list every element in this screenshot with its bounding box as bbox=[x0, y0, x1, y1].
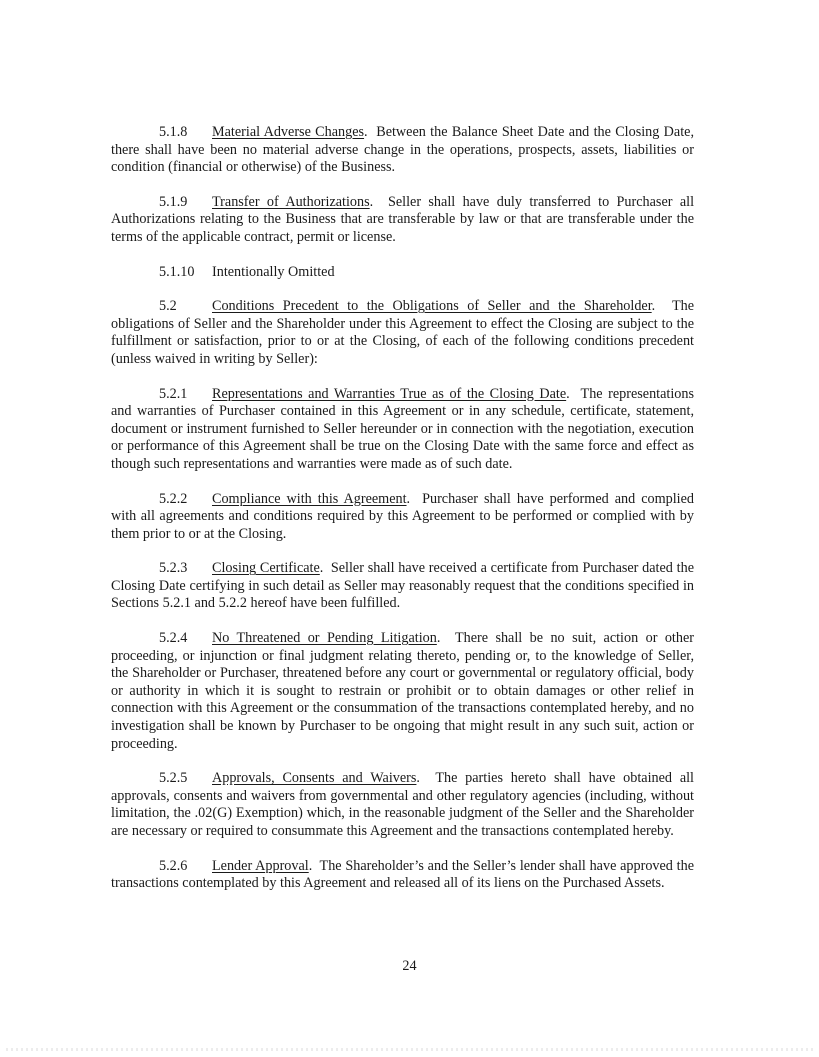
section-body: The parties hereto shall have obtained all approvals, consents and waivers from governmental and other regulatory agencies (including, without limitation, the .02(G) Exemption) which, in the reasonable judgment of the Seller and the Shareholder are necessary or required to consummate this Agreement and the transactions contemplated hereby. bbox=[111, 770, 695, 839]
section-heading: Representations and Warranties True as of the Closing Date bbox=[212, 385, 567, 402]
section-body: The Shareholder’s and the Seller’s lender shall have approved the transactions contemplated by this Agreement and released all of its liens on the Purchased Assets. bbox=[111, 857, 694, 892]
section-body: Seller shall have duly transferred to Purchaser all Authorizations relating to the Business that are transferable by law or that are transferable under the terms of the applicable contract, permit or license. bbox=[111, 193, 695, 245]
section-5-1-8 bbox=[111, 124, 694, 177]
heading-period: . bbox=[406, 490, 423, 507]
section-5-2-3 bbox=[111, 560, 694, 613]
section-heading: Approvals, Consents and Waivers bbox=[212, 770, 417, 787]
section-5-2-1 bbox=[111, 386, 694, 474]
section-heading: Lender Approval bbox=[212, 857, 309, 874]
heading-period: . bbox=[566, 385, 581, 402]
heading-period: . bbox=[416, 770, 436, 787]
section-body: The obligations of Seller and the Shareholder under this Agreement to effect the Closing are subject to the fulfillment or satisfaction, prior to or at the Closing, of each of the following conditions precedent (unless waived in writing by Seller): bbox=[111, 298, 694, 367]
section-number: 5.1.8 bbox=[159, 124, 188, 140]
heading-period: . bbox=[319, 560, 331, 577]
section-body: Seller shall have received a certificate from Purchaser dated the Closing Date certifying in such detail as Seller may reasonably request that the conditions specified in Sections 5.2.1 and 5.2.2 hereof have been fulfilled. bbox=[111, 560, 694, 612]
section-number: 5.2.1 bbox=[159, 385, 188, 402]
section-body: The representations and warranties of Purchaser contained in this Agreement or in any schedule, certificate, statement, document or instrument furnished to Seller hereunder or in connection with the negotiation, execution or performance of this Agreement shall be true on the Closing Date with the same force and effect as though such representations and warranties were made as of such date. bbox=[111, 385, 695, 472]
heading-period: . bbox=[436, 630, 455, 647]
section-number: 5.2.5 bbox=[159, 770, 188, 787]
page-number: 24 bbox=[402, 958, 417, 974]
document-page bbox=[111, 124, 694, 910]
section-number: 5.2.3 bbox=[159, 560, 188, 577]
section-number: 5.2 bbox=[159, 298, 177, 315]
section-5-2-2 bbox=[111, 491, 694, 544]
section-5-2-4 bbox=[111, 630, 694, 753]
section-heading: No Threatened or Pending Litigation bbox=[212, 630, 437, 647]
section-body: Between the Balance Sheet Date and the Closing Date, there shall have been no material adverse change in the operations, prospects, assets, liabilities or condition (financial or otherwise) of the Business. bbox=[111, 124, 695, 176]
heading-period: . bbox=[308, 857, 320, 874]
section-5-1-10 bbox=[111, 264, 694, 282]
section-heading: Material Adverse Changes bbox=[212, 124, 365, 140]
section-heading: Closing Certificate bbox=[212, 560, 320, 577]
section-body: There shall be no suit, action or other proceeding, or injunction or final judgment relating thereto, pending or, to the knowledge of Seller, the Shareholder or Purchaser, threatened before any court or governmental or regulatory official, body or authority in which it is sought to restrain or prohibit or to obtain damages or other relief in connection with this Agreement or the consummation of the transactions contemplated hereby, and no investigation shall be known by Purchaser to be ongoing that might result in any such suit, action or proceeding. bbox=[111, 630, 694, 752]
section-number: 5.2.2 bbox=[159, 490, 188, 507]
scan-artifact bbox=[6, 1048, 813, 1051]
section-5-2-6 bbox=[111, 858, 694, 893]
section-number: 5.2.6 bbox=[159, 857, 188, 874]
section-heading: Conditions Precedent to the Obligations of Seller and the Shareholder bbox=[212, 298, 652, 315]
section-body: Purchaser shall have performed and complied with all agreements and conditions required by this Agreement to be performed or complied with by them prior to or at the Closing. bbox=[111, 490, 694, 542]
section-5-1-9 bbox=[111, 194, 694, 247]
heading-period: . bbox=[364, 124, 377, 140]
section-heading: Transfer of Authorizations bbox=[212, 193, 370, 210]
section-number: 5.1.9 bbox=[159, 193, 188, 210]
section-heading: Compliance with this Agreement bbox=[212, 490, 407, 507]
section-5-2-5 bbox=[111, 770, 694, 840]
heading-period: . bbox=[369, 193, 388, 210]
section-number: 5.2.4 bbox=[159, 630, 188, 647]
section-5-2 bbox=[111, 298, 694, 368]
heading-period: . bbox=[651, 298, 672, 315]
section-number: 5.1.10 bbox=[159, 263, 195, 280]
section-body: Intentionally Omitted bbox=[212, 263, 335, 280]
